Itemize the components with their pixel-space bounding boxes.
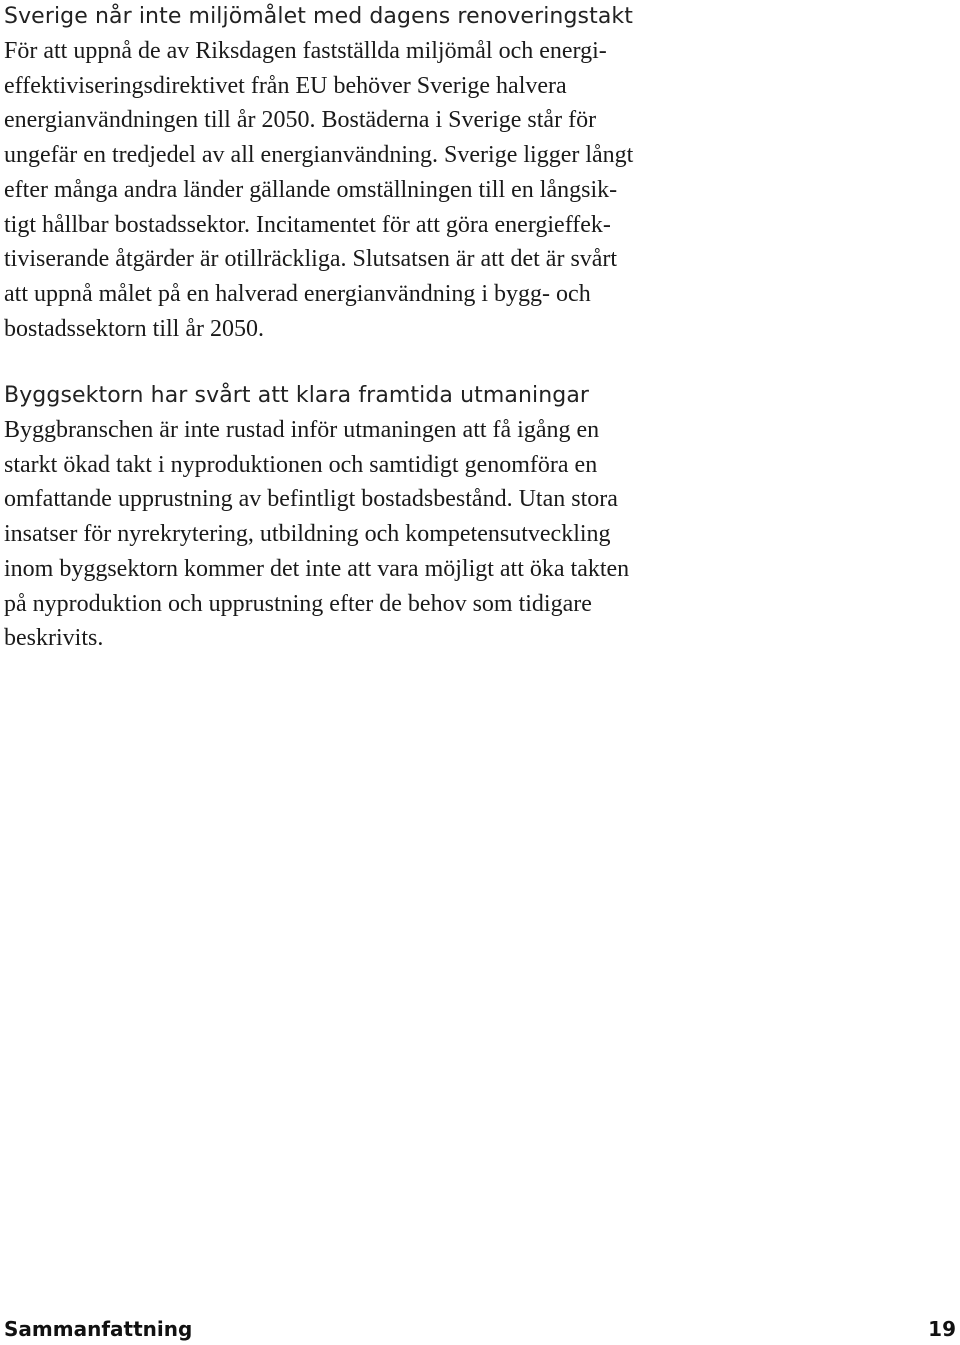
paragraph-line: För att uppnå de av Riksdagen fastställda miljömål och energi-	[4, 38, 607, 64]
paragraph-line: ungefär en tredjedel av all energianvändning. Sverige ligger långt	[4, 142, 634, 169]
paragraph-line: omfattande upprustning av befintligt bostadsbestånd. Utan stora	[4, 486, 618, 513]
paragraph-line: starkt ökad takt i nyproduktionen och samtidigt genomföra en	[4, 451, 598, 478]
paragraph-line: efter många andra länder gällande omställningen till en långsik-	[4, 176, 618, 203]
paragraph-line: energianvändningen till år 2050. Bostäderna i Sverige står för	[4, 107, 597, 134]
section-paragraph	[4, 413, 724, 656]
footer-section-title: Sammanfattning	[4, 1317, 193, 1341]
paragraph-line: på nyproduktion och upprustning efter de behov som tidigare	[4, 590, 592, 617]
paragraph-line: bostadssektorn till år 2050.	[4, 315, 264, 342]
paragraph-line: effektiviseringsdirektivet från EU behöver Sverige halvera	[4, 72, 567, 99]
paragraph-line: att uppnå målet på en halverad energianvändning i bygg- och	[4, 280, 591, 307]
paragraph-line: insatser för nyrekrytering, utbildning och kompetensutveckling	[4, 521, 611, 548]
paragraph-line: inom byggsektorn kommer det inte att vara möjligt att öka takten	[4, 555, 630, 582]
paragraph-line: tiviserande åtgärder är otillräckliga. Slutsatsen är att det är svårt	[4, 246, 618, 273]
page-footer	[4, 1314, 956, 1344]
paragraph-line: beskrivits.	[4, 625, 104, 652]
section-heading: Byggsektorn har svårt att klara framtida utmaningar	[4, 383, 590, 408]
paragraph-line: tigt hållbar bostadssektor. Incitamentet för att göra energieffek-	[4, 211, 611, 238]
section-renovation	[4, 0, 724, 346]
section-heading: Sverige når inte miljömålet med dagens renoveringstakt	[4, 4, 633, 29]
section-construction	[4, 379, 724, 656]
paragraph-line: Byggbranschen är inte rustad inför utmaningen att få igång en	[4, 417, 600, 443]
page-number: 19	[928, 1317, 956, 1341]
section-paragraph	[4, 34, 724, 346]
